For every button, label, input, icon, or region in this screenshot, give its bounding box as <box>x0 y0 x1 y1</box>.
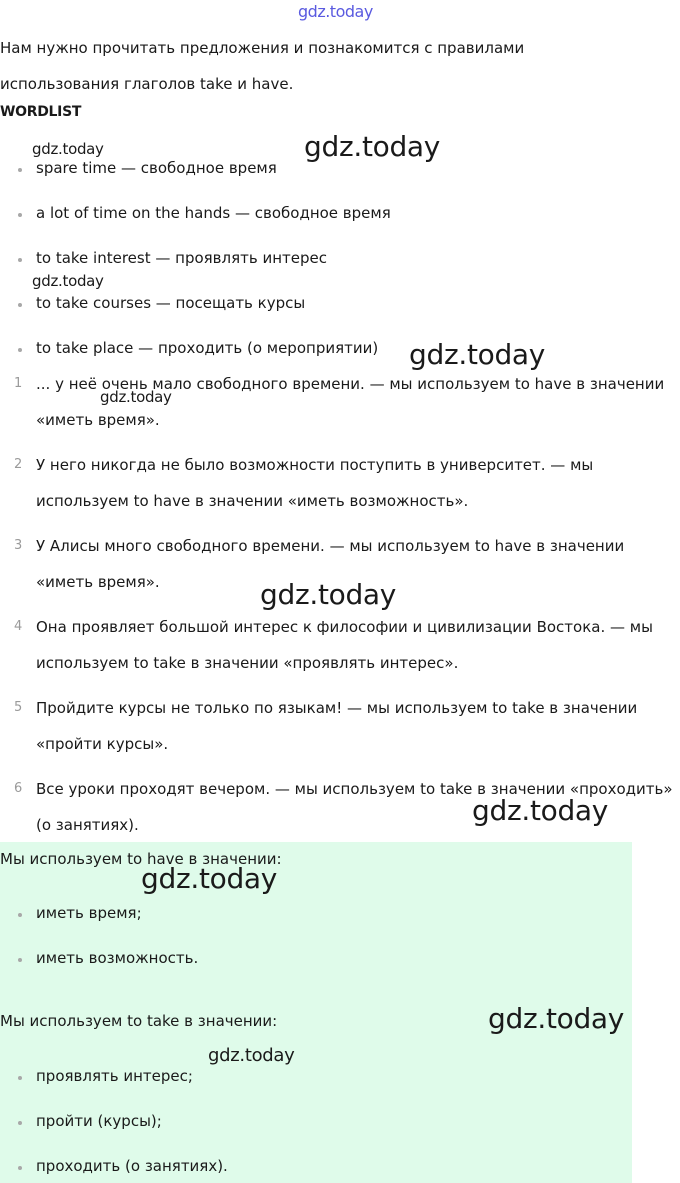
watermark: gdz.today <box>488 1002 625 1035</box>
take-item: пройти (курсы); <box>36 1112 162 1130</box>
item-number: 2 <box>14 457 23 472</box>
have-item: иметь возможность. <box>36 949 199 967</box>
numbered-item <box>14 690 676 762</box>
have-item: иметь время; <box>36 904 142 922</box>
intro-text: Нам нужно прочитать предложения и познакомится с правилами использования глаголов take и have. <box>0 39 525 93</box>
watermark: gdz.today <box>304 130 441 163</box>
take-item: проходить (о занятиях). <box>36 1157 228 1175</box>
have-heading: Мы используем to have в значении: <box>0 850 282 868</box>
wordlist-item: to take place — проходить (о мероприятии) <box>36 339 379 357</box>
item-number: 3 <box>14 538 23 553</box>
item-text: Все уроки проходят вечером. — мы используем to take в значении «проходить» (о занятиях). <box>36 780 673 834</box>
item-text: ... у неё очень мало свободного времени. — мы используем to have в значении «иметь время». <box>36 375 665 429</box>
item-text: Она проявляет большой интерес к философии и цивилизации Востока. — мы используем to take в значении «проявлять интерес». <box>36 618 653 672</box>
wordlist-item: spare time — свободное время <box>36 159 277 177</box>
item-text: У Алисы много свободного времени. — мы используем to have в значении «иметь время». <box>36 537 625 591</box>
numbered-item <box>14 447 676 519</box>
watermark: gdz.today <box>409 338 546 371</box>
take-heading: Мы используем to take в значении: <box>0 1012 278 1030</box>
watermark: gdz.today <box>32 140 104 158</box>
numbered-item <box>14 609 676 681</box>
watermark: gdz.today <box>141 862 278 895</box>
item-text: Пройдите курсы не только по языкам! — мы используем to take в значении «пройти курсы». <box>36 699 638 753</box>
item-text: У него никогда не было возможности поступить в университет. — мы используем to have в значении «иметь возможность». <box>36 456 594 510</box>
header-watermark: gdz.today <box>298 2 373 21</box>
watermark: gdz.today <box>472 794 609 827</box>
wordlist-item: a lot of time on the hands — свободное время <box>36 204 391 222</box>
watermark: gdz.today <box>208 1045 295 1066</box>
take-item: проявлять интерес; <box>36 1067 193 1085</box>
item-number: 1 <box>14 376 23 391</box>
watermark: gdz.today <box>32 272 104 290</box>
wordlist-item: to take courses — посещать курсы <box>36 294 306 312</box>
item-number: 6 <box>14 781 23 796</box>
item-number: 4 <box>14 619 23 634</box>
wordlist-title: WORDLIST <box>0 104 82 120</box>
item-number: 5 <box>14 700 23 715</box>
watermark: gdz.today <box>260 578 397 611</box>
watermark: gdz.today <box>100 388 172 406</box>
wordlist-item: to take interest — проявлять интерес <box>36 249 327 267</box>
